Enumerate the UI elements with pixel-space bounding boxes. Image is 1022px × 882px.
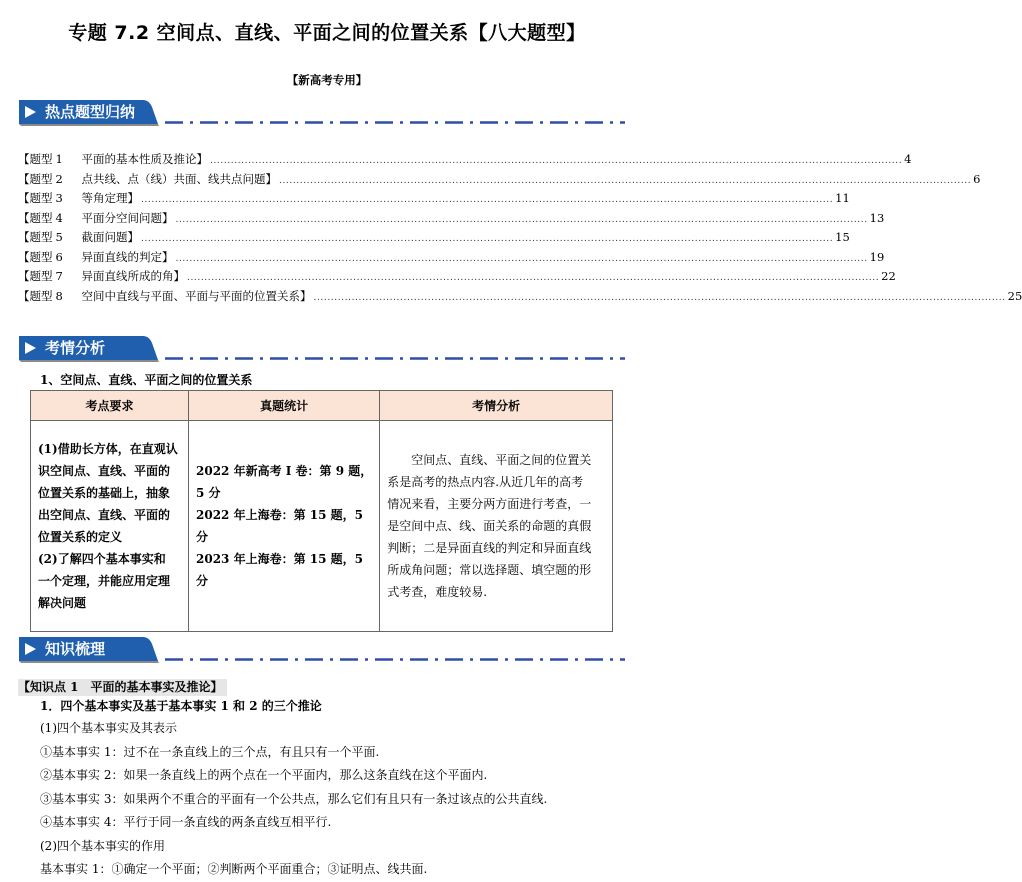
toc-leader-dots: ........................................................................................................................................................................................................ bbox=[279, 175, 972, 186]
cell-line: (1)借助长方体，在直观认 bbox=[38, 442, 178, 456]
knowledge-line: ③基本事实 3：如果两个不重合的平面有一个公共点，那么它们有且只有一条过该点的公共直线. bbox=[40, 791, 548, 806]
cell-line: 一个定理，并能应用定理 bbox=[38, 574, 171, 588]
toc-entry-label bbox=[18, 288, 312, 304]
toc-leader-dots: ........................................................................................................................................................................................................ bbox=[141, 195, 834, 205]
knowledge-body bbox=[40, 717, 547, 882]
toc-number: 4 bbox=[55, 210, 63, 225]
cell-line: 2023 年上海卷：第 15 题，5 bbox=[196, 552, 363, 566]
table-row bbox=[31, 421, 613, 632]
analysis-cell bbox=[380, 421, 613, 632]
cell-line: 判断；二是异面直线的判定和异面直线 bbox=[387, 541, 592, 555]
knowledge-line: ②基本事实 2：如果一条直线上的两个点在一个平面内，那么这条直线在这个平面内. bbox=[40, 768, 488, 782]
cell-line: 解决问题 bbox=[38, 596, 87, 610]
knowledge-subheading: 1．四个基本事实及基于基本事实 1 和 2 的三个推论 bbox=[40, 699, 322, 713]
knowledge-line: ①基本事实 1：过不在一条直线上的三个点，有且只有一个平面. bbox=[40, 744, 380, 759]
toc-entry-label bbox=[18, 171, 277, 187]
toc-page-number: 4 bbox=[904, 152, 912, 166]
toc-entry-label bbox=[18, 210, 174, 226]
statistics-cell bbox=[189, 421, 380, 632]
toc-entry-label bbox=[18, 190, 139, 206]
toc-prefix: 【题型 bbox=[18, 249, 53, 264]
cell-line: 系是高考的热点内容.从近几年的高考 bbox=[387, 475, 584, 489]
analysis-table bbox=[30, 390, 613, 632]
toc-prefix: 【题型 bbox=[18, 230, 53, 244]
toc-prefix: 【题型 bbox=[18, 171, 53, 186]
toc-entry-label bbox=[18, 268, 185, 284]
cell-line: 所成角问题；常以选择题、填空题的形 bbox=[387, 563, 592, 577]
toc-number: 1 bbox=[55, 152, 63, 166]
cell-line: 位置关系的定义 bbox=[38, 530, 123, 544]
toc-entry-label bbox=[18, 151, 208, 167]
toc-entry[interactable] bbox=[18, 151, 912, 171]
cell-line: 识空间点、直线、平面的 bbox=[38, 464, 171, 478]
toc-title: 截面问题】 bbox=[81, 230, 139, 244]
dash-dot-divider bbox=[165, 658, 625, 661]
toc-page-number: 13 bbox=[869, 210, 885, 225]
cell-line: 式考查，难度较易. bbox=[387, 585, 488, 599]
document-title: 专题 7.2 空间点、直线、平面之间的位置关系【八大题型】 bbox=[68, 22, 586, 44]
table-of-contents bbox=[18, 151, 1022, 307]
knowledge-line: ④基本事实 4：平行于同一条直线的两条直线互相平行. bbox=[40, 815, 332, 829]
cell-line: 分 bbox=[196, 530, 209, 544]
toc-title: 异面直线的判定】 bbox=[81, 249, 174, 264]
toc-entry[interactable] bbox=[18, 229, 850, 249]
document-subtitle: 【新高考专用】 bbox=[286, 73, 368, 87]
toc-page-number: 11 bbox=[835, 191, 850, 205]
banner-label: 热点题型归纳 bbox=[45, 103, 136, 121]
cell-line: 空间点、直线、平面之间的位置关 bbox=[387, 453, 592, 467]
cell-line: 5 分 bbox=[196, 486, 221, 500]
toc-number: 7 bbox=[55, 269, 63, 283]
dash-dot-divider bbox=[165, 121, 625, 124]
toc-leader-dots: ........................................................................................................................................................................................................ bbox=[187, 273, 880, 283]
toc-entry-label bbox=[18, 249, 174, 265]
toc-number: 5 bbox=[55, 230, 63, 244]
play-triangle-icon bbox=[25, 106, 36, 118]
toc-title: 异面直线所成的角】 bbox=[81, 269, 185, 283]
toc-prefix: 【题型 bbox=[18, 269, 53, 283]
toc-prefix: 【题型 bbox=[18, 288, 53, 303]
toc-number: 8 bbox=[55, 288, 63, 303]
toc-leader-dots: ........................................................................................................................................................................................................ bbox=[210, 156, 903, 166]
toc-prefix: 【题型 bbox=[18, 210, 53, 225]
toc-entry[interactable] bbox=[18, 190, 850, 210]
toc-leader-dots: ........................................................................................................................................................................................................ bbox=[175, 214, 868, 225]
toc-leader-dots: ........................................................................................................................................................................................................ bbox=[313, 292, 1006, 303]
toc-entry[interactable] bbox=[18, 249, 885, 269]
knowledge-line: (1)四个基本事实及其表示 bbox=[40, 721, 177, 735]
toc-number: 6 bbox=[55, 249, 63, 264]
toc-title: 空间中直线与平面、平面与平面的位置关系】 bbox=[81, 288, 312, 303]
toc-prefix: 【题型 bbox=[18, 152, 53, 166]
column-header: 考点要求 bbox=[31, 391, 189, 421]
toc-entry-label bbox=[18, 229, 139, 245]
toc-number: 2 bbox=[55, 171, 63, 186]
knowledge-line: (2)四个基本事实的作用 bbox=[40, 838, 165, 853]
knowledge-point-title: 【知识点 1 平面的基本事实及推论】 bbox=[18, 679, 227, 696]
toc-leader-dots: ........................................................................................................................................................................................................ bbox=[141, 234, 834, 244]
dash-dot-divider bbox=[165, 357, 625, 360]
toc-title: 平面分空间问题】 bbox=[81, 210, 174, 225]
banner-label: 知识梳理 bbox=[45, 640, 106, 658]
cell-line: 情况来看，主要分两方面进行考查，一 bbox=[387, 497, 592, 511]
cell-line: 分 bbox=[196, 574, 209, 588]
toc-title: 点共线、点（线）共面、线共点问题】 bbox=[81, 171, 277, 186]
toc-entry[interactable] bbox=[18, 171, 981, 191]
toc-page-number: 6 bbox=[973, 171, 981, 186]
toc-page-number: 19 bbox=[869, 249, 885, 264]
banner-label: 考情分析 bbox=[45, 339, 106, 357]
cell-line: 出空间点、直线、平面的 bbox=[38, 508, 171, 522]
column-header: 考情分析 bbox=[380, 391, 613, 421]
section-banner-exam-analysis bbox=[17, 333, 157, 361]
play-triangle-icon bbox=[25, 643, 36, 655]
column-header: 真题统计 bbox=[189, 391, 380, 421]
toc-title: 平面的基本性质及推论】 bbox=[81, 152, 208, 166]
cell-line: 是空间中点、线、面关系的命题的真假 bbox=[387, 519, 592, 533]
toc-prefix: 【题型 bbox=[18, 191, 53, 205]
cell-line: 2022 年上海卷：第 15 题，5 bbox=[196, 508, 363, 522]
table-header-row bbox=[31, 391, 613, 421]
knowledge-line: 基本事实 1：①确定一个平面；②判断两个平面重合；③证明点、线共面. bbox=[40, 862, 428, 876]
toc-page-number: 22 bbox=[881, 269, 896, 283]
requirements-cell bbox=[31, 421, 189, 632]
toc-entry[interactable] bbox=[18, 288, 1022, 308]
analysis-heading: 1、空间点、直线、平面之间的位置关系 bbox=[40, 373, 253, 387]
section-banner-knowledge bbox=[17, 634, 157, 662]
play-triangle-icon bbox=[25, 342, 36, 354]
cell-line: 位置关系的基础上，抽象 bbox=[38, 486, 171, 500]
toc-entry[interactable] bbox=[18, 268, 896, 288]
toc-number: 3 bbox=[55, 191, 63, 205]
toc-leader-dots: ........................................................................................................................................................................................................ bbox=[175, 253, 868, 264]
toc-page-number: 15 bbox=[835, 230, 850, 244]
cell-line: (2)了解四个基本事实和 bbox=[38, 552, 166, 566]
toc-page-number: 25 bbox=[1007, 288, 1022, 303]
cell-line: 2022 年新高考 I 卷：第 9 题， bbox=[196, 464, 373, 478]
toc-title: 等角定理】 bbox=[81, 191, 139, 205]
section-banner-hot-topics bbox=[17, 97, 157, 125]
toc-entry[interactable] bbox=[18, 210, 885, 230]
